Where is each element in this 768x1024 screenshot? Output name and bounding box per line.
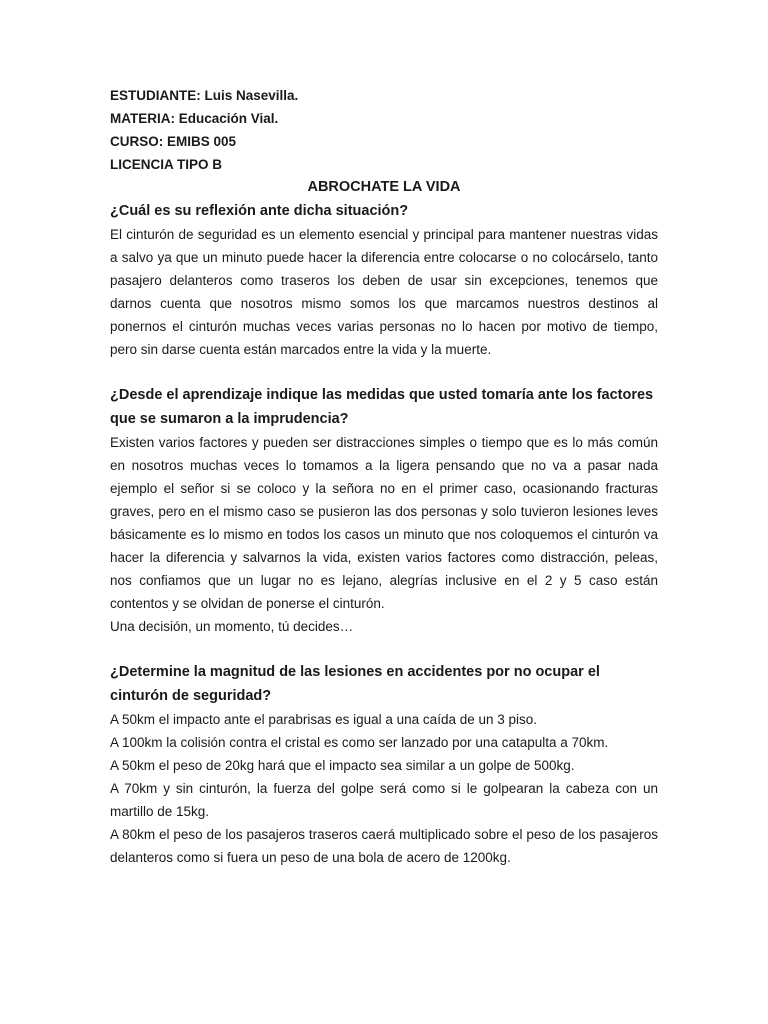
student-line: ESTUDIANTE: Luis Nasevilla. xyxy=(110,88,299,103)
section-spacer xyxy=(110,638,658,660)
answer-2: Existen varios factores y pueden ser distracciones simples o tiempo que es lo más común en nosotros muchas veces lo tomamos a la ligera pensando que no va a pasar nada ejemplo el señor si se coloco y la señora no en el primer caso, ocasionando fracturas graves, pero en el mismo caso se pusieron las dos personas y solo tuvieron lesiones leves básicamente es lo mismo en todos los casos un minuto que nos coloquemos el cinturón va hacer la diferencia y salvarnos la vida, existen varios factores como distracción, peleas, nos confiamos que un lugar no es lejano, alegrías inclusive en el 2 y 5 caso están contentos y se olvidan de ponerse el cinturón. xyxy=(110,435,658,611)
section-spacer xyxy=(110,361,658,383)
question-1: ¿Cuál es su reflexión ante dicha situación? xyxy=(110,203,409,219)
question-3: ¿Determine la magnitud de las lesiones en accidentes por no ocupar el cinturón de seguridad? xyxy=(110,664,600,704)
subject-line: MATERIA: Educación Vial. xyxy=(110,111,279,126)
answer-1: El cinturón de seguridad es un elemento esencial y principal para mantener nuestras vidas a salvo ya que un minuto puede hacer la diferencia entre colocarse o no colocárselo, tanto pasajero delanteros como traseros los deben de usar sin excepciones, tenemos que darnos cuenta que nosotros mismo somos los que marcamos nuestros destinos al ponernos el cinturón muchas veces varias personas no lo hacen por motivo de tiempo, pero sin darse cuenta están marcados entre la vida y la muerte. xyxy=(110,227,658,357)
license-line: LICENCIA TIPO B xyxy=(110,157,223,172)
injury-list xyxy=(110,708,658,869)
document-page xyxy=(110,84,658,869)
course-line: CURSO: EMIBS 005 xyxy=(110,134,237,149)
injury-item: A 50km el peso de 20kg hará que el impacto sea similar a un golpe de 500kg. xyxy=(110,758,575,773)
injury-item: A 100km la colisión contra el cristal es como ser lanzado por una catapulta a 70km. xyxy=(110,735,609,750)
injury-item: A 50km el impacto ante el parabrisas es igual a una caída de un 3 piso. xyxy=(110,712,538,727)
question-2: ¿Desde el aprendizaje indique las medidas que usted tomaría ante los factores que se sumaron a la imprudencia? xyxy=(110,387,654,427)
answer-2-closing: Una decisión, un momento, tú decides… xyxy=(110,619,354,634)
injury-item: A 80km el peso de los pasajeros traseros caerá multiplicado sobre el peso de los pasajeros delanteros como si fuera un peso de una bola de acero de 1200kg. xyxy=(110,827,658,865)
injury-item: A 70km y sin cinturón, la fuerza del golpe será como si le golpearan la cabeza con un martillo de 15kg. xyxy=(110,781,658,819)
document-title: ABROCHATE LA VIDA xyxy=(307,179,461,195)
